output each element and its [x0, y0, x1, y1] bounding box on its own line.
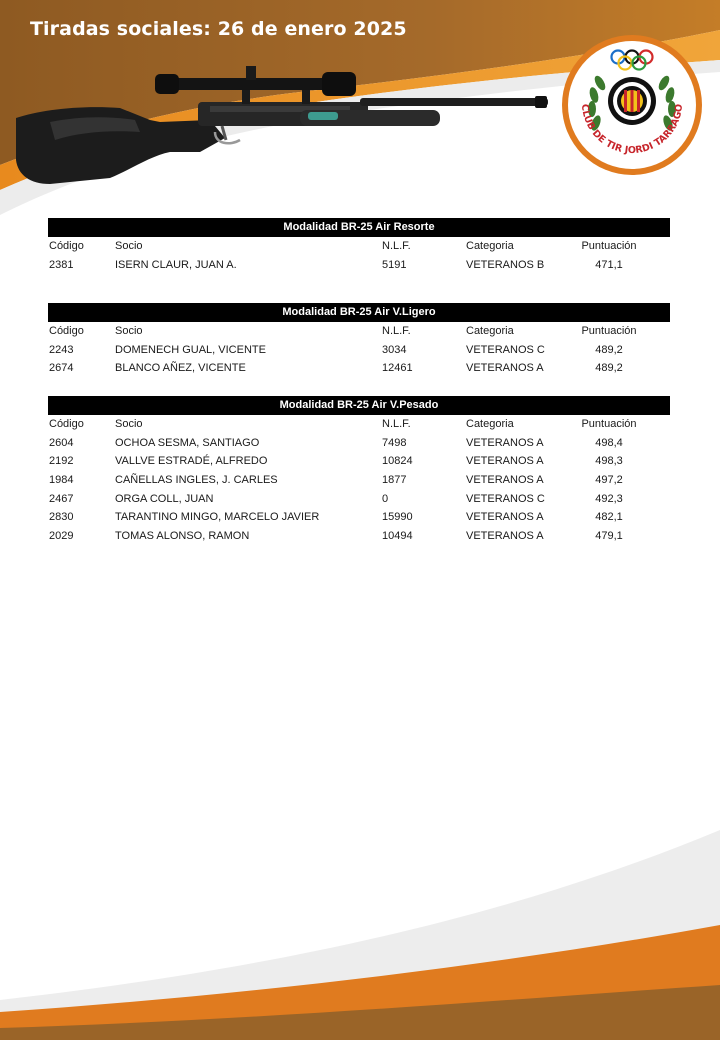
cell-code: 2467	[49, 492, 74, 505]
column-header-code: Código	[49, 418, 84, 430]
column-header-code: Código	[49, 325, 84, 337]
cell-code: 2029	[49, 530, 74, 543]
section-air-resorte	[48, 218, 670, 274]
section-air-v-ligero	[48, 303, 670, 378]
cell-categoria: VETERANOS A	[466, 511, 544, 524]
cell-socio: BLANCO AÑEZ, VICENTE	[115, 362, 246, 375]
table-header-row	[48, 322, 670, 341]
cell-nlf: 5191	[382, 258, 407, 271]
club-logo	[560, 33, 704, 177]
column-header-code: Código	[49, 240, 84, 252]
section-air-v-pesado	[48, 396, 670, 546]
cell-categoria: VETERANOS A	[466, 436, 544, 449]
cell-code: 2604	[49, 436, 74, 449]
cell-categoria: VETERANOS A	[466, 362, 544, 375]
cell-code: 2830	[49, 511, 74, 524]
logo-text: CLUB DE TIR JORDI TARRAGO	[578, 103, 686, 157]
cell-socio: TARANTINO MINGO, MARCELO JAVIER	[115, 511, 320, 524]
cell-nlf: 12461	[382, 362, 413, 375]
cell-socio: OCHOA SESMA, SANTIAGO	[115, 436, 260, 449]
cell-categoria: VETERANOS A	[466, 455, 544, 468]
column-header-socio: Socio	[115, 418, 143, 430]
cell-socio: ISERN CLAUR, JUAN A.	[115, 258, 237, 271]
cell-code: 1984	[49, 474, 74, 487]
cell-nlf: 10824	[382, 455, 413, 468]
cell-socio: TOMAS ALONSO, RAMON	[115, 530, 250, 543]
column-header-categoria: Categoria	[466, 240, 514, 252]
cell-nlf: 10494	[382, 530, 413, 543]
cell-puntuacion: 471,1	[595, 258, 623, 271]
column-header-puntuacion: Puntuación	[581, 418, 637, 430]
cell-code: 2381	[49, 258, 74, 271]
column-header-nlf: N.L.F.	[382, 418, 411, 430]
cell-puntuacion: 498,4	[595, 436, 623, 449]
cell-code: 2243	[49, 343, 74, 356]
cell-categoria: VETERANOS B	[466, 258, 545, 271]
table-header-row	[48, 237, 670, 256]
cell-puntuacion: 492,3	[595, 492, 623, 505]
cell-categoria: VETERANOS C	[466, 343, 545, 356]
cell-code: 2192	[49, 455, 74, 468]
table-row	[48, 452, 670, 471]
cell-categoria: VETERANOS C	[466, 492, 545, 505]
column-header-categoria: Categoria	[466, 418, 514, 430]
cell-puntuacion: 479,1	[595, 530, 623, 543]
table-row	[48, 341, 670, 360]
table-header-row	[48, 415, 670, 434]
table-row	[48, 471, 670, 490]
table-row	[48, 434, 670, 453]
cell-nlf: 15990	[382, 511, 413, 524]
cell-puntuacion: 497,2	[595, 474, 623, 487]
column-header-nlf: N.L.F.	[382, 240, 411, 252]
cell-puntuacion: 489,2	[595, 362, 623, 375]
column-header-puntuacion: Puntuación	[581, 325, 637, 337]
cell-socio: ORGA COLL, JUAN	[115, 492, 214, 505]
air-rifle-illustration	[10, 60, 555, 190]
cell-code: 2674	[49, 362, 74, 375]
page-title: Tiradas sociales: 26 de enero 2025	[30, 18, 407, 40]
cell-nlf: 0	[382, 492, 389, 505]
section-title: Modalidad BR-25 Air V.Ligero	[48, 303, 670, 322]
cell-socio: VALLVE ESTRADÉ, ALFREDO	[115, 455, 268, 468]
column-header-puntuacion: Puntuación	[581, 240, 637, 252]
cell-nlf: 7498	[382, 436, 407, 449]
column-header-socio: Socio	[115, 240, 143, 252]
cell-categoria: VETERANOS A	[466, 530, 544, 543]
table-row	[48, 256, 670, 275]
section-title: Modalidad BR-25 Air V.Pesado	[48, 396, 670, 415]
cell-puntuacion: 489,2	[595, 343, 623, 356]
cell-categoria: VETERANOS A	[466, 474, 544, 487]
cell-puntuacion: 498,3	[595, 455, 623, 468]
table-row	[48, 527, 670, 546]
cell-puntuacion: 482,1	[595, 511, 623, 524]
target-icon	[608, 77, 656, 125]
cell-nlf: 3034	[382, 343, 407, 356]
column-header-nlf: N.L.F.	[382, 325, 411, 337]
cell-socio: CAÑELLAS INGLES, J. CARLES	[115, 474, 278, 487]
column-header-categoria: Categoria	[466, 325, 514, 337]
cell-nlf: 1877	[382, 474, 407, 487]
column-header-socio: Socio	[115, 325, 143, 337]
table-row	[48, 490, 670, 509]
section-title: Modalidad BR-25 Air Resorte	[48, 218, 670, 237]
table-row	[48, 508, 670, 527]
cell-socio: DOMENECH GUAL, VICENTE	[115, 343, 266, 356]
table-row	[48, 359, 670, 378]
